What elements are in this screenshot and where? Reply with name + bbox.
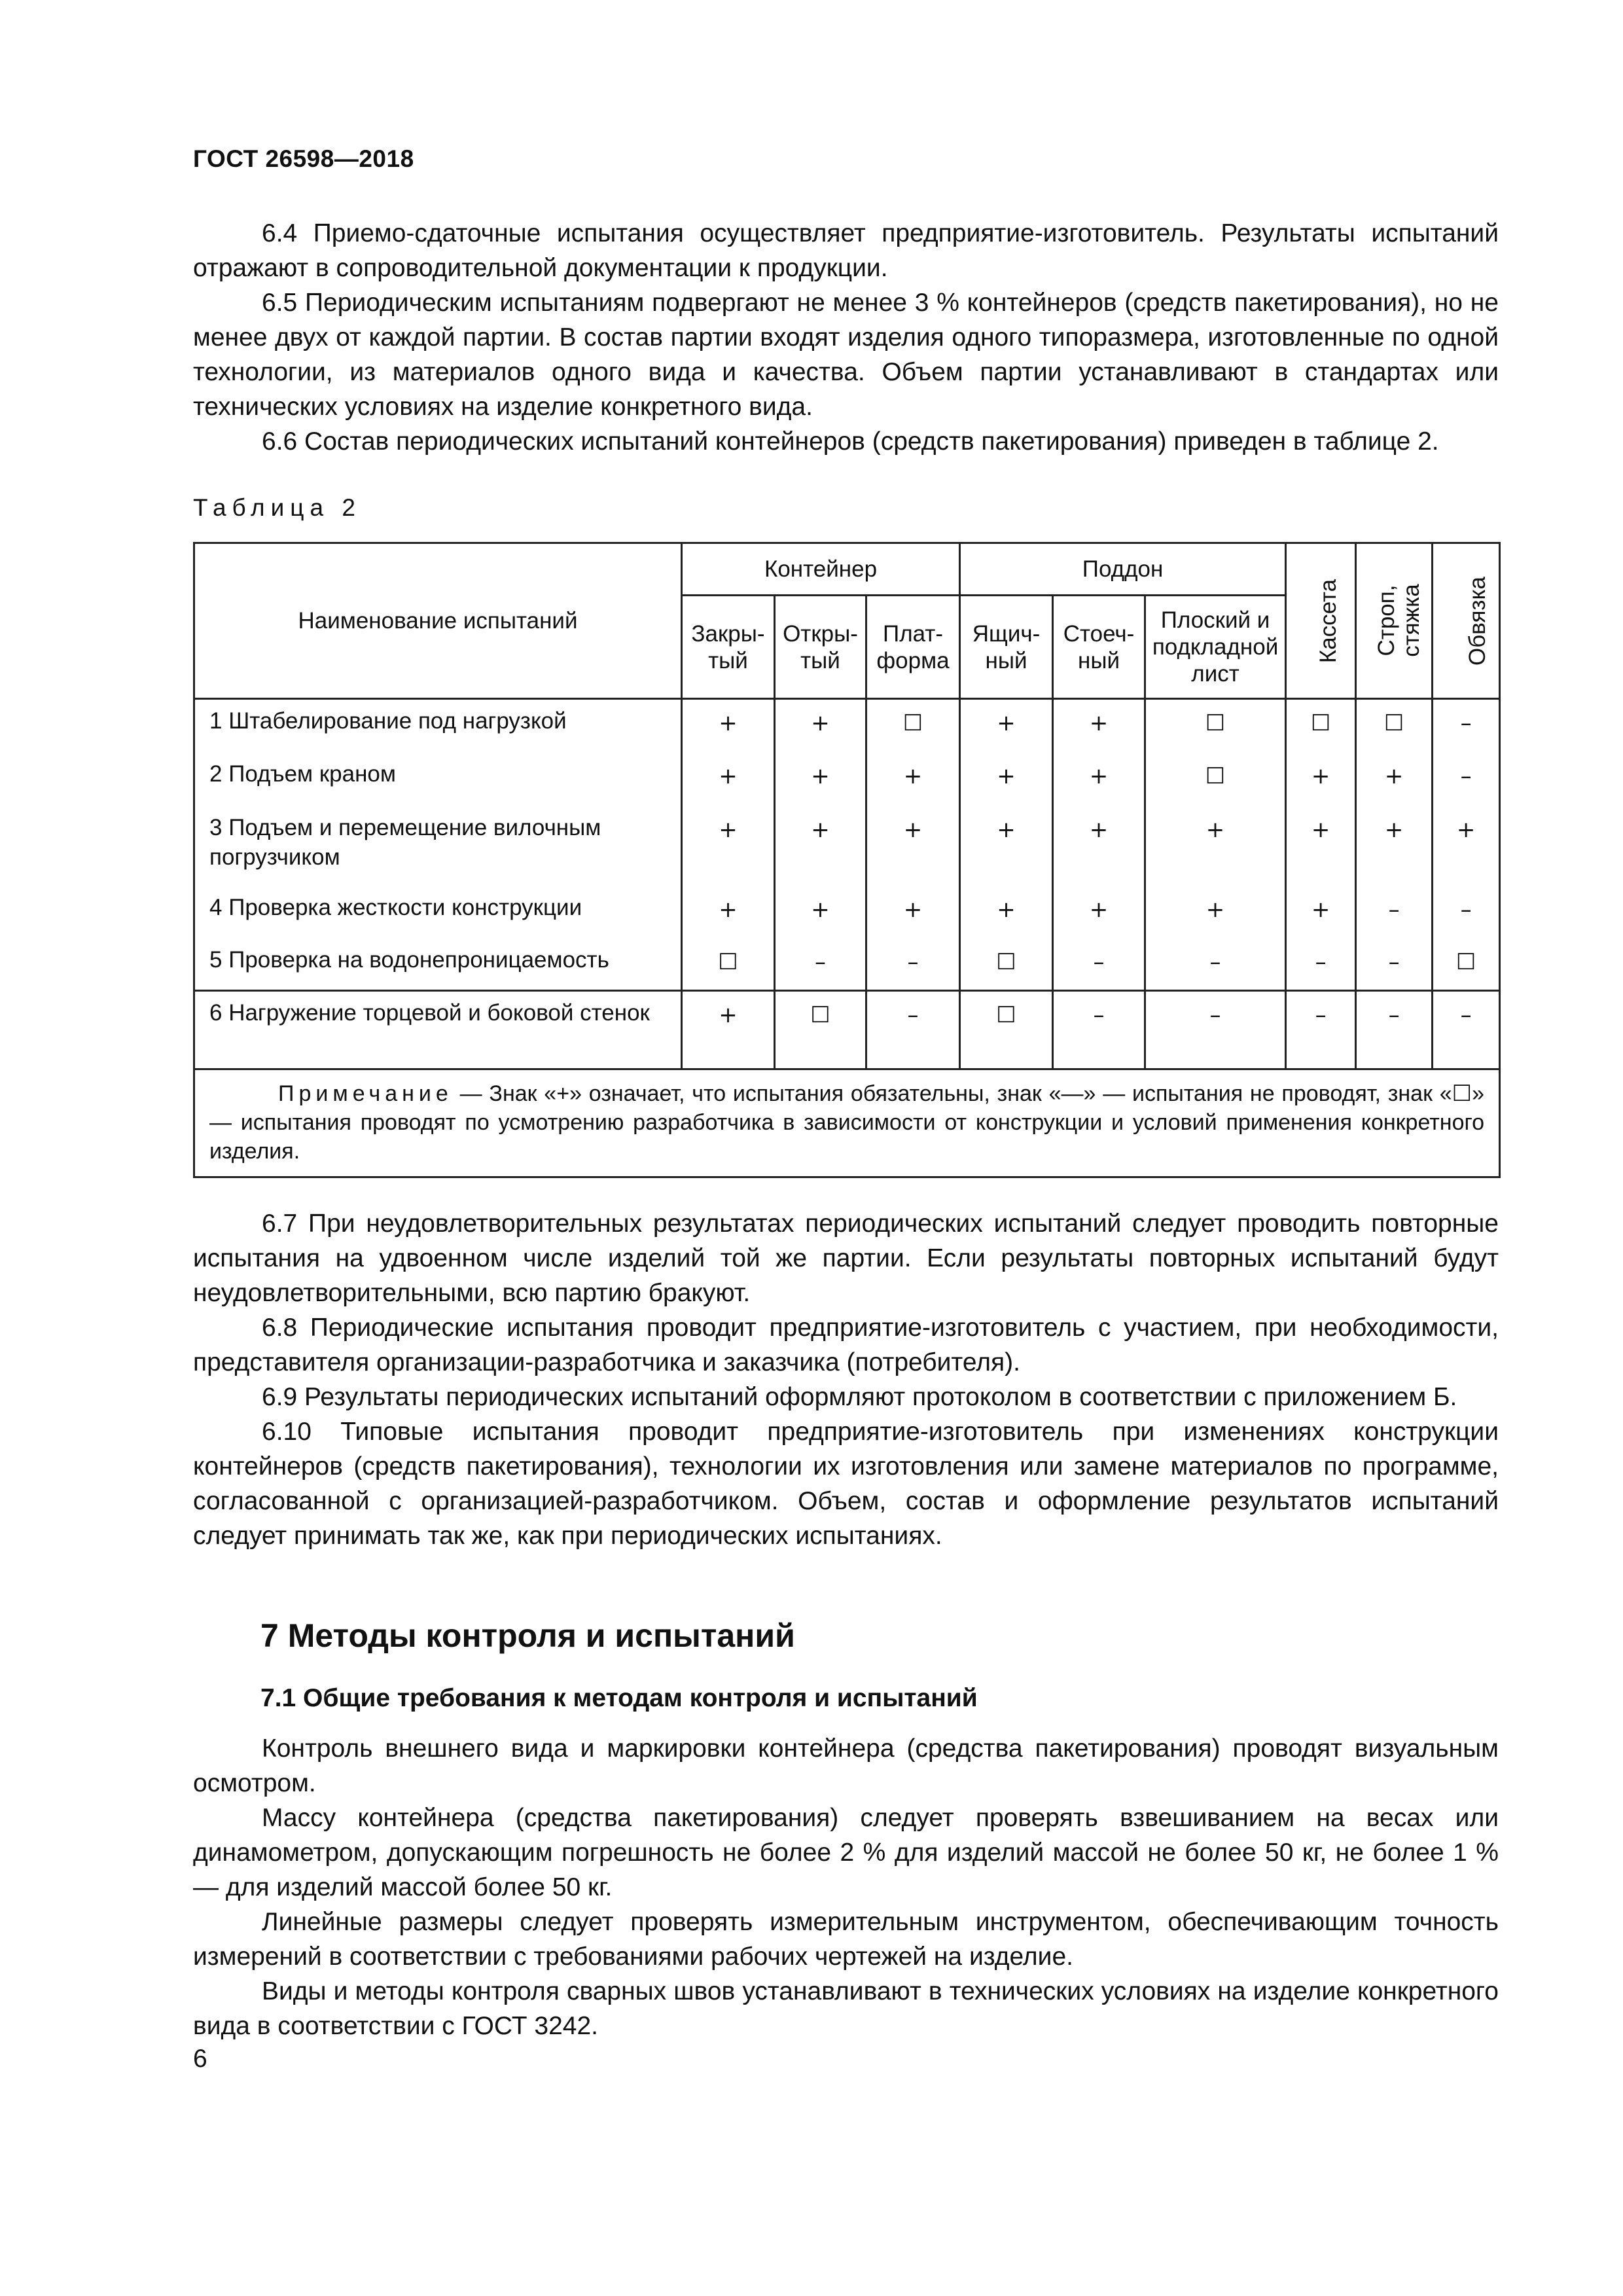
mark-symbol: + bbox=[719, 896, 738, 923]
mark-cell bbox=[1433, 991, 1500, 1069]
mark-cell bbox=[866, 991, 960, 1069]
mark-symbol: + bbox=[719, 816, 738, 843]
mark-symbol: – bbox=[1209, 948, 1221, 975]
mark-symbol: + bbox=[1384, 762, 1404, 789]
mark-symbol: ☐ bbox=[1383, 710, 1404, 736]
mark-symbol: + bbox=[1311, 896, 1330, 923]
mark-cell bbox=[1053, 753, 1145, 806]
table-row bbox=[194, 753, 1500, 806]
header-pallet-group: Поддон bbox=[960, 543, 1286, 596]
mark-cell bbox=[1053, 886, 1145, 939]
mark-cell bbox=[1145, 806, 1286, 886]
mark-cell bbox=[1053, 991, 1145, 1069]
mark-symbol: + bbox=[997, 710, 1016, 736]
mark-cell bbox=[866, 699, 960, 753]
table-note bbox=[194, 1069, 1500, 1177]
mark-cell bbox=[1433, 699, 1500, 753]
mark-symbol: – bbox=[1315, 1002, 1327, 1028]
mark-symbol: ☐ bbox=[810, 1002, 830, 1028]
table-row bbox=[194, 806, 1500, 886]
mark-cell bbox=[866, 753, 960, 806]
standard-header: ГОСТ 26598—2018 bbox=[193, 145, 414, 172]
mark-symbol: – bbox=[1460, 710, 1472, 736]
table-row bbox=[194, 939, 1500, 991]
mark-symbol: + bbox=[1089, 762, 1109, 789]
mark-cell bbox=[1053, 699, 1145, 753]
mark-symbol: + bbox=[719, 762, 738, 789]
paragraph-6-8: 6.8 Периодические испытания проводит предприятие-изготовитель с участием, при необходимости, представителя организации-разработчика и заказчика (потребителя). bbox=[193, 1314, 1499, 1376]
paragraph-linear-dimensions: Линейные размеры следует проверять измерительным инструментом, обеспечивающим точность измерений в соответствии с требованиями рабочих чертежей на изделие. bbox=[193, 1908, 1499, 1971]
mark-symbol: + bbox=[1089, 896, 1109, 923]
tests-table bbox=[193, 542, 1501, 1178]
header-container-group: Контейнер bbox=[682, 543, 960, 596]
paragraph-6-4: 6.4 Приемо-сдаточные испытания осуществляет предприятие-изготовитель. Результаты испытаний отражают в сопроводительной документации к продукции. bbox=[193, 219, 1499, 282]
table-row bbox=[194, 699, 1500, 753]
header-platform: Плат-форма bbox=[866, 596, 960, 699]
test-name-cell: 6 Нагружение торцевой и боковой стенок bbox=[194, 991, 682, 1069]
paragraph-6-9: 6.9 Результаты периодических испытаний оформляют протоколом в соответствии с приложением Б. bbox=[262, 1383, 1457, 1411]
mark-cell bbox=[775, 806, 866, 886]
mark-cell bbox=[1145, 753, 1286, 806]
table-body bbox=[194, 699, 1500, 1069]
mark-cell bbox=[1356, 991, 1433, 1069]
header-box-pallet: Ящич-ный bbox=[960, 596, 1053, 699]
header-strapping: Обвязка bbox=[1433, 543, 1500, 699]
mark-symbol: ☐ bbox=[1205, 710, 1226, 736]
middle-paragraphs bbox=[193, 1206, 1499, 1553]
mark-symbol: + bbox=[997, 896, 1016, 923]
paragraph-visual-control: Контроль внешнего вида и маркировки контейнера (средства пакетирования) проводят визуальным осмотром. bbox=[193, 1734, 1499, 1797]
mark-symbol: – bbox=[1388, 896, 1400, 923]
mark-cell bbox=[682, 699, 775, 753]
mark-cell bbox=[866, 939, 960, 991]
mark-cell bbox=[1356, 753, 1433, 806]
mark-cell bbox=[1286, 699, 1356, 753]
mark-symbol: + bbox=[997, 762, 1016, 789]
page-number: 6 bbox=[193, 2045, 207, 2073]
mark-cell bbox=[775, 991, 866, 1069]
mark-symbol: + bbox=[811, 816, 830, 843]
mark-symbol: ☐ bbox=[902, 710, 923, 736]
paragraph-6-5: 6.5 Периодическим испытаниям подвергают не менее 3 % контейнеров (средств пакетирования), но не менее двух от каждой партии. В состав партии входят изделия одного типоразмера, изготовленные по одной технологии, из материалов одного вида и качества. Объем партии устанавливают в стандартах или технических условиях на изделие конкретного вида. bbox=[193, 289, 1499, 421]
mark-cell bbox=[1286, 939, 1356, 991]
mark-cell bbox=[775, 886, 866, 939]
mark-cell bbox=[1433, 886, 1500, 939]
test-name-cell: 4 Проверка жесткости конструкции bbox=[194, 886, 682, 939]
mark-cell bbox=[1145, 991, 1286, 1069]
paragraph-6-6: 6.6 Состав периодических испытаний контейнеров (средств пакетирования) приведен в таблице 2. bbox=[262, 427, 1439, 456]
mark-symbol: + bbox=[903, 816, 923, 843]
test-name-cell: 1 Штабелирование под нагрузкой bbox=[194, 699, 682, 753]
mark-symbol: + bbox=[1205, 896, 1225, 923]
mark-cell bbox=[682, 939, 775, 991]
mark-symbol: ☐ bbox=[1205, 762, 1226, 789]
mark-symbol: ☐ bbox=[996, 1002, 1016, 1028]
test-name-cell: 2 Подъем краном bbox=[194, 753, 682, 806]
mark-cell bbox=[775, 699, 866, 753]
mark-cell bbox=[1356, 886, 1433, 939]
mark-cell bbox=[1356, 939, 1433, 991]
header-flat-pallet: Плоский и подкладной лист bbox=[1145, 596, 1286, 699]
mark-symbol: ☐ bbox=[996, 948, 1016, 975]
header-open: Откры-тый bbox=[775, 596, 866, 699]
mark-symbol: + bbox=[811, 710, 830, 736]
mark-symbol: + bbox=[719, 1002, 738, 1028]
mark-symbol: + bbox=[811, 896, 830, 923]
mark-symbol: – bbox=[1460, 762, 1472, 789]
mark-symbol: + bbox=[997, 816, 1016, 843]
mark-symbol: – bbox=[1209, 1002, 1221, 1028]
mark-cell bbox=[1145, 939, 1286, 991]
mark-cell bbox=[1433, 806, 1500, 886]
mark-symbol: – bbox=[1460, 1002, 1472, 1028]
mark-symbol: – bbox=[1388, 1002, 1400, 1028]
mark-cell bbox=[1433, 753, 1500, 806]
mark-symbol: + bbox=[719, 710, 738, 736]
mark-cell bbox=[1433, 939, 1500, 991]
mark-cell bbox=[682, 991, 775, 1069]
header-post-pallet: Стоеч-ный bbox=[1053, 596, 1145, 699]
mark-symbol: + bbox=[1089, 710, 1109, 736]
subsection-title: 7.1 Общие требования к методам контроля и испытаний bbox=[260, 1684, 978, 1712]
mark-cell bbox=[1286, 806, 1356, 886]
mark-symbol: – bbox=[1460, 896, 1472, 923]
mark-symbol: – bbox=[907, 1002, 919, 1028]
paragraph-weld-control: Виды и методы контроля сварных швов устанавливают в технических условиях на изделие конкретного вида в соответствии с ГОСТ 3242. bbox=[193, 1977, 1499, 2040]
mark-cell bbox=[960, 886, 1053, 939]
mark-cell bbox=[960, 753, 1053, 806]
mark-cell bbox=[960, 991, 1053, 1069]
mark-cell bbox=[682, 886, 775, 939]
mark-cell bbox=[866, 806, 960, 886]
mark-cell bbox=[682, 753, 775, 806]
header-cassette: Кассета bbox=[1286, 543, 1356, 699]
mark-cell bbox=[1286, 991, 1356, 1069]
mark-symbol: + bbox=[903, 896, 923, 923]
section-title: 7 Методы контроля и испытаний bbox=[260, 1617, 795, 1654]
note-text: — Знак «+» означает, что испытания обязательны, знак «—» — испытания не проводят, знак «☐» — испытания проводят по усмотрению разработчика в зависимости от конструкции и условий применения конкретного изделия. bbox=[209, 1081, 1485, 1164]
mark-symbol: – bbox=[1315, 948, 1327, 975]
mark-symbol: – bbox=[1093, 1002, 1105, 1028]
mark-cell bbox=[960, 699, 1053, 753]
mark-cell bbox=[1356, 806, 1433, 886]
mark-cell bbox=[1286, 886, 1356, 939]
header-test-name: Наименование испытаний bbox=[194, 543, 682, 699]
mark-cell bbox=[960, 939, 1053, 991]
mark-symbol: + bbox=[1456, 816, 1476, 843]
mark-symbol: + bbox=[1311, 816, 1330, 843]
mark-cell bbox=[1053, 939, 1145, 991]
mark-cell bbox=[775, 753, 866, 806]
mark-symbol: ☐ bbox=[1455, 948, 1476, 975]
paragraph-6-7: 6.7 При неудовлетворительных результатах периодических испытаний следует проводить повторные испытания на удвоенном числе изделий той же партии. Если результаты повторных испытаний будут неудовлетворительными, всю партию бракуют. bbox=[193, 1210, 1499, 1307]
mark-symbol: + bbox=[1089, 816, 1109, 843]
mark-cell bbox=[1145, 886, 1286, 939]
top-paragraphs bbox=[193, 216, 1499, 459]
test-name-cell: 3 Подъем и перемещение вилочным погрузчиком bbox=[194, 806, 682, 886]
mark-symbol: – bbox=[1388, 948, 1400, 975]
mark-cell bbox=[960, 806, 1053, 886]
mark-symbol: – bbox=[815, 948, 826, 975]
mark-symbol: ☐ bbox=[1310, 710, 1331, 736]
note-label: Примечание bbox=[278, 1081, 453, 1106]
mark-cell bbox=[1053, 806, 1145, 886]
mark-cell bbox=[1356, 699, 1433, 753]
mark-cell bbox=[775, 939, 866, 991]
header-closed: Закры-тый bbox=[682, 596, 775, 699]
mark-cell bbox=[1286, 753, 1356, 806]
mark-symbol: + bbox=[1384, 816, 1404, 843]
paragraph-6-10: 6.10 Типовые испытания проводит предприятие-изготовитель при изменениях конструкции контейнеров (средств пакетирования), технологии их изготовления или замене материалов по программе, согласованной с организацией-разработчиком. Объем, состав и оформление результатов испытаний следует принимать так же, как при периодических испытаниях. bbox=[193, 1418, 1499, 1550]
mark-symbol: – bbox=[1093, 948, 1105, 975]
mark-symbol: ☐ bbox=[718, 948, 738, 975]
test-name-cell: 5 Проверка на водонепроницаемость bbox=[194, 939, 682, 991]
header-sling: Строп, стяжка bbox=[1356, 543, 1433, 699]
mark-cell bbox=[866, 886, 960, 939]
mark-symbol: + bbox=[1311, 762, 1330, 789]
bottom-paragraphs bbox=[193, 1731, 1499, 2043]
mark-symbol: + bbox=[1205, 816, 1225, 843]
mark-symbol: – bbox=[907, 948, 919, 975]
paragraph-mass-check: Массу контейнера (средства пакетирования) следует проверять взвешиванием на весах или динамометром, допускающим погрешность не более 2 % для изделий массой не более 50 кг, не более 1 % — для изделий массой более 50 кг. bbox=[193, 1804, 1499, 1901]
table-row bbox=[194, 991, 1500, 1069]
table-caption: Таблица 2 bbox=[193, 494, 361, 521]
mark-cell bbox=[682, 806, 775, 886]
mark-cell bbox=[1145, 699, 1286, 753]
mark-symbol: + bbox=[811, 762, 830, 789]
mark-symbol: + bbox=[903, 762, 923, 789]
table-row bbox=[194, 886, 1500, 939]
